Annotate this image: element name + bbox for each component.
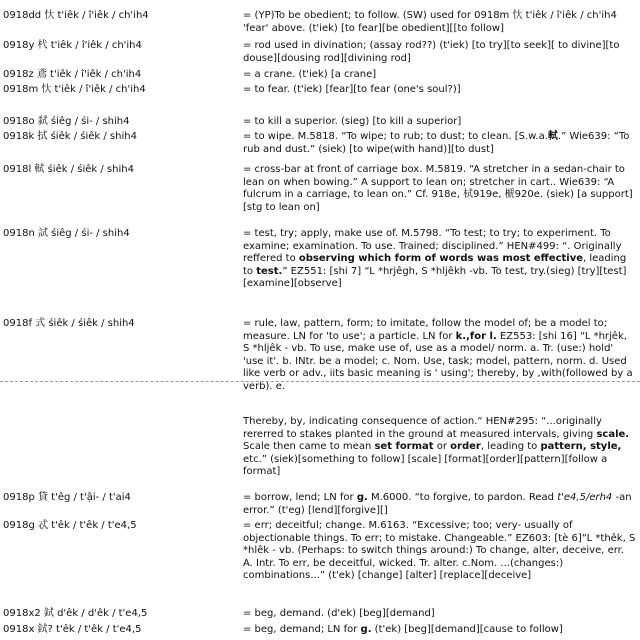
bold-run: observing which form of words was most effective [298,253,584,264]
entry-definition: = a crane. (t'iek) [a crane] [243,69,377,80]
entry-definition: = to wipe. M.5818. “To wipe; to rub; to dust; to clean. [S.w.a.軾.” Wie639: “To rub and dust.” (siek) [to wipe(with hand)][to dust] [243,131,633,155]
bold-run: pattern, style, [540,441,622,452]
bold-run: test. [256,265,283,277]
entry-key: 0918p 貸 t'êg / t'ậi- / t'ai4 [3,492,131,503]
entry-definition: = rule, law, pattern, form; to imitate, follow the model of; be a model to; measure. LN for 'to use'; a particle. LN for k.,for l. EZ553: [shi 16] “L *hrjêk, S *hljêk - vb. To use, make use of, use as a model/ norm. a. Tr. (use:) hold' 'use it'. b. INtr. be a model; c. Nom. Use, task; model, pattern, norm. d. Used like verb or adv., iits basic meaning is ' using'; thereby, by ,with(followed by a verb). e. [243,318,636,392]
entry-definition: = beg, demand; LN for g. (t'ek) [beg][demand][cause to follow] [243,624,563,635]
entry-key: 0918m 忕 t'iêk / î'iêk / ch'ih4 [3,84,146,95]
bold-run: set format [374,441,434,452]
entry-definition: = to fear. (t'iek) [fear][to fear (one's soul?)] [243,84,461,95]
italic-run: t'e4,5/erh4 [557,492,613,503]
bold-run: k.,for l. [455,330,497,342]
entry-key: 0918x2 鉽 d'êk / d'êk / t'e4,5 [3,608,148,619]
entry-definition: = borrow, lend; LN for g. M.6000. “to forgive, to pardon. Read t'e4,5/erh4 -an error.” (t'eg) [lend][forgive][] [243,492,635,516]
bold-run: g. [360,624,372,635]
entry-definition: = test, try; apply, make use of. M.5798. “To test; to try; to experiment. To examine; examination. To use. Trained; disciplined.” HEN#499: “. Originally reffered to observing which form of words was most effective, leading to test.” EZ551: [shi 7] “L *hrjêgh, S *hljêkh -vb. To test, try.(sieg) [try][test][examine][observe] [243,228,630,289]
entry-definition: = err; deceitful; change. M.6163. “Excessive; too; very- usually of objectionable things. To err; to mistake. Changeable.” EZ603: [tè 6]“L *thêk, S *hlêk - vb. (Perhaps: to switch things around:) To change, alter, deceive, err. A. Intr. To err, be deceitful, wicked. Tr. alter. c.Nom. ...(changes:) combinations...” (t'ek) [change] [alter] [replace][deceive] [243,520,639,581]
page-divider [0,381,640,382]
entry-definition: = to kill a superior. (sieg) [to kill a superior] [243,116,462,127]
entry-key: 0918f 式 śiêk / śiêk / shih4 [3,318,135,329]
entry-key: 0918o 弑 śiêg / śi- / shih4 [3,116,130,127]
bold-run: 軾 [547,131,558,142]
entry-definition: = rod used in divination; (assay rod??) (t'iek) [to try][to seek][ to divine][to douse][dousing rod][divining rod] [243,40,623,64]
entry-definition: = cross-bar at front of carriage box. M.5819. “A stretcher in a sedan-chair to lean on when bowing.” A support to lean on; stretcher in cart.. Wie639: “A fulcrum in a carriage, to lean on.” Cf. 918e, 栻919e, 榹920e. (siek) [a support][stg to lean on] [243,164,633,213]
bold-run: order [450,441,481,452]
entry-key: 0918y 杙 t'iêk / î'iêk / ch'ih4 [3,40,142,51]
entry-key: 0918g 忒 t'êk / t'êk / t'e4,5 [3,520,137,531]
entry-definition: Thereby, by, indicating consequence of action.“ HEN#295: “...originally rererred to stakes planted in the ground at measured intervals, giving scale. Scale then came to mean set format or order, leading to pattern, style, etc.” (siek)[something to follow] [scale] [format][order][pattern][follow a format] [243,416,633,477]
entry-key: 0918n 試 śiêg / śi- / shih4 [3,228,130,239]
entry-definition: = beg, demand. (d'ek) [beg][demand] [243,608,435,619]
entry-definition: = (YP)To be obedient; to follow. (SW) used for 0918m 忕 t'iêk / î'iêk / ch'ih4 'fear' above. (t'iek) [to fear][be obedient][[to follow] [243,10,621,34]
entry-key: 0918l 軾 śiêk / śiêk / shih4 [3,164,134,175]
entry-key: 0918z 鳶 t'iêk / î'iêk / ch'ih4 [3,69,142,80]
entry-key: 0918dd 忕 t'iêk / î'iêk / ch'ih4 [3,10,149,21]
entry-key: 0918k 拭 śiêk / śiêk / shih4 [3,131,137,142]
bold-run: g. [356,492,368,503]
entry-key: 0918x 鉽? t'êk / t'êk / t'e4,5 [3,624,142,635]
bold-run: scale. [596,428,630,440]
